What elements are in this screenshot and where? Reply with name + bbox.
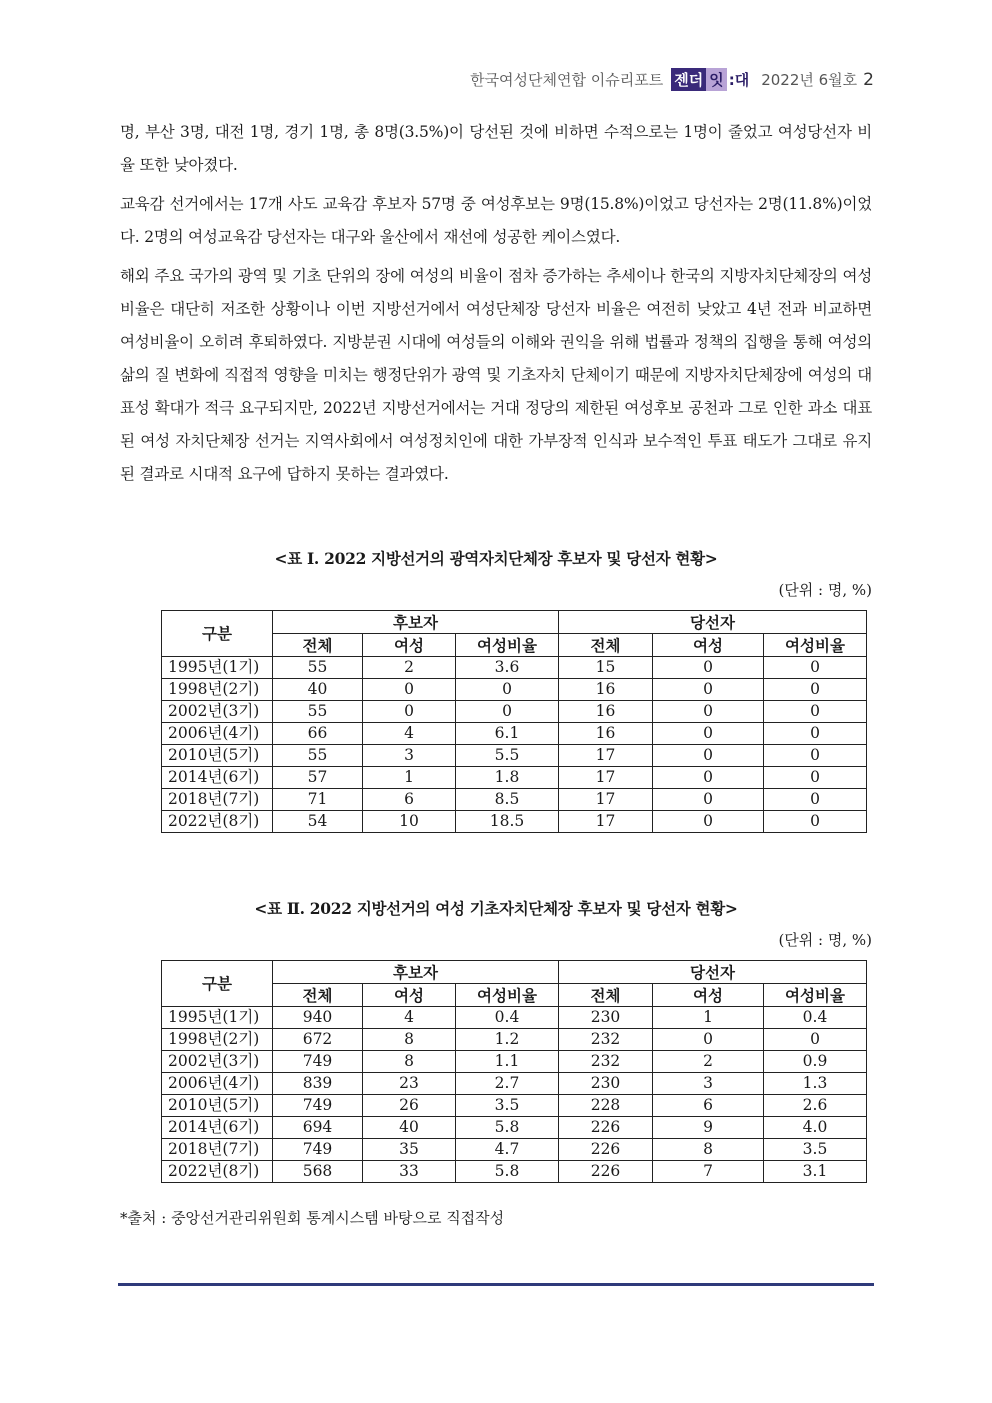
table-cell: 0 [653, 679, 764, 701]
row-year: 2006년(4기) [162, 723, 273, 745]
table-row [162, 1051, 867, 1073]
table-cell: 8 [363, 1051, 456, 1073]
row-year: 1995년(1기) [162, 1007, 273, 1029]
page-number: 2 [863, 69, 874, 90]
table-cell: 0 [653, 701, 764, 723]
table-cell: 1.1 [456, 1051, 559, 1073]
table-row [162, 789, 867, 811]
paragraph-3: 해외 주요 국가의 광역 및 기초 단위의 장에 여성의 비율이 점차 증가하는 추세이나 한국의 지방자치단체장의 여성비율은 대단히 저조한 상황이나 이번 지방선거에서 여성단체장 당선자 비율은 여전히 낮았고 4년 전과 비교하면 여성비율이 오히려 후퇴하였다. 지방분권 시대에 여성들의 이해와 권익을 위해 법률과 정책의 집행을 통해 여성의 삶의 질 변화에 직접적 영향을 미치는 행정단위가 광역 및 기초자치 단체이기 때문에 지방자치단체장에 여성의 대표성 확대가 적극 요구되지만, 2022년 지방선거에서는 거대 정당의 제한된 여성후보 공천과 그로 인한 과소 대표된 여성 자치단체장 선거는 지역사회에서 여성정치인에 대한 가부장적 인식과 보수적인 투표 태도가 그대로 유지된 결과로 시대적 요구에 답하지 못하는 결과였다. [120, 267, 872, 483]
table-cell: 18.5 [456, 811, 559, 833]
table-cell: 3.5 [456, 1095, 559, 1117]
paragraph-1: 명, 부산 3명, 대전 1명, 경기 1명, 총 8명(3.5%)이 당선된 것에 비하면 수적으로는 1명이 줄었고 여성당선자 비율 또한 낮아졌다. [120, 123, 872, 174]
table1-cand-total: 전체 [273, 634, 363, 657]
row-year: 2018년(7기) [162, 789, 273, 811]
row-year: 2002년(3기) [162, 701, 273, 723]
table-cell: 0 [764, 789, 867, 811]
table-row [162, 1139, 867, 1161]
row-year: 1998년(2기) [162, 679, 273, 701]
table-cell: 228 [559, 1095, 653, 1117]
table-cell: 0 [653, 767, 764, 789]
table1 [161, 610, 867, 833]
table-cell: 66 [273, 723, 363, 745]
table-cell: 1.8 [456, 767, 559, 789]
table-cell: 672 [273, 1029, 363, 1051]
table2-cand-total: 전체 [273, 984, 363, 1007]
row-year: 2022년(8기) [162, 1161, 273, 1183]
table-cell: 0 [363, 701, 456, 723]
table-cell: 6.1 [456, 723, 559, 745]
table1-win-total: 전체 [559, 634, 653, 657]
table-cell: 1.3 [764, 1073, 867, 1095]
paragraph-2: 교육감 선거에서는 17개 사도 교육감 후보자 57명 중 여성후보는 9명(15.8%)이었고 당선자는 2명(11.8%)이었다. 2명의 여성교육감 당선자는 대구와 울산에서 재선에 성공한 케이스였다. [120, 195, 872, 246]
table-cell: 2.7 [456, 1073, 559, 1095]
table-cell: 3 [653, 1073, 764, 1095]
table-cell: 3.1 [764, 1161, 867, 1183]
table-cell: 232 [559, 1051, 653, 1073]
table-cell: 55 [273, 745, 363, 767]
table-cell: 17 [559, 811, 653, 833]
table-cell: 0 [653, 657, 764, 679]
table-cell: 0 [764, 701, 867, 723]
row-year: 1995년(1기) [162, 657, 273, 679]
header-org: 한국여성단체연합 이슈리포트 [470, 71, 664, 89]
table-cell: 3.6 [456, 657, 559, 679]
table-cell: 33 [363, 1161, 456, 1183]
table-cell: 8 [363, 1029, 456, 1051]
header-issue: 2022년 6월호 [761, 71, 858, 89]
table-row [162, 657, 867, 679]
table-cell: 226 [559, 1161, 653, 1183]
table-cell: 9 [653, 1117, 764, 1139]
table-cell: 749 [273, 1095, 363, 1117]
table-cell: 3.5 [764, 1139, 867, 1161]
table-cell: 0 [653, 811, 764, 833]
table-row [162, 1029, 867, 1051]
table2-body [162, 1007, 867, 1183]
table1-cand-female: 여성 [363, 634, 456, 657]
table-cell: 35 [363, 1139, 456, 1161]
table-cell: 40 [363, 1117, 456, 1139]
table-cell: 0 [764, 745, 867, 767]
table-cell: 8 [653, 1139, 764, 1161]
table2-win-ratio: 여성비율 [764, 984, 867, 1007]
table2-cand-female: 여성 [363, 984, 456, 1007]
table-cell: 16 [559, 723, 653, 745]
table-row [162, 1117, 867, 1139]
table-cell: 6 [653, 1095, 764, 1117]
table-row [162, 1095, 867, 1117]
table-cell: 4 [363, 723, 456, 745]
table-cell: 17 [559, 745, 653, 767]
table-cell: 226 [559, 1139, 653, 1161]
table1-unit: (단위 : 명, %) [778, 581, 872, 599]
table-cell: 0 [363, 679, 456, 701]
table2-winners-header: 당선자 [559, 961, 867, 984]
table2-unit: (단위 : 명, %) [778, 931, 872, 949]
table-cell: 0 [653, 745, 764, 767]
table-cell: 54 [273, 811, 363, 833]
table-cell: 568 [273, 1161, 363, 1183]
table-cell: 226 [559, 1117, 653, 1139]
table-cell: 15 [559, 657, 653, 679]
table-cell: 71 [273, 789, 363, 811]
brand-part-3: :대 [728, 71, 750, 89]
table-cell: 1 [653, 1007, 764, 1029]
table-row [162, 745, 867, 767]
table2-win-female: 여성 [653, 984, 764, 1007]
table1-title: <표 Ⅰ. 2022 지방선거의 광역자치단체장 후보자 및 당선자 현황> [274, 549, 718, 568]
source-note: *출처 : 중앙선거관리위원회 통계시스템 바탕으로 직접작성 [120, 1209, 505, 1227]
table-cell: 0 [456, 679, 559, 701]
table-cell: 6 [363, 789, 456, 811]
table2-title: <표 Ⅱ. 2022 지방선거의 여성 기초자치단체장 후보자 및 당선자 현황> [254, 899, 738, 918]
row-year: 2014년(6기) [162, 767, 273, 789]
table-cell: 0 [764, 767, 867, 789]
table-cell: 10 [363, 811, 456, 833]
table-cell: 1 [363, 767, 456, 789]
table-cell: 0 [764, 811, 867, 833]
table-row [162, 723, 867, 745]
table-cell: 0 [653, 723, 764, 745]
table-row [162, 679, 867, 701]
table1-winners-header: 당선자 [559, 611, 867, 634]
table-cell: 17 [559, 789, 653, 811]
table-cell: 0 [456, 701, 559, 723]
table-cell: 5.5 [456, 745, 559, 767]
table-cell: 17 [559, 767, 653, 789]
table-row [162, 1007, 867, 1029]
table-cell: 26 [363, 1095, 456, 1117]
table-cell: 1.2 [456, 1029, 559, 1051]
table1-cand-ratio: 여성비율 [456, 634, 559, 657]
table1-win-female: 여성 [653, 634, 764, 657]
table-cell: 0 [764, 679, 867, 701]
table-cell: 2.6 [764, 1095, 867, 1117]
table-row [162, 701, 867, 723]
footer-rule [118, 1283, 874, 1286]
table-cell: 839 [273, 1073, 363, 1095]
table2-col-group: 구분 [162, 961, 273, 1007]
table-cell: 2 [653, 1051, 764, 1073]
row-year: 2006년(4기) [162, 1073, 273, 1095]
table-cell: 55 [273, 657, 363, 679]
table-cell: 4 [363, 1007, 456, 1029]
table-cell: 40 [273, 679, 363, 701]
table1-win-ratio: 여성비율 [764, 634, 867, 657]
table-cell: 749 [273, 1051, 363, 1073]
table-cell: 0.9 [764, 1051, 867, 1073]
brand-part-1: 젠더 [671, 68, 706, 91]
table2-win-total: 전체 [559, 984, 653, 1007]
table-cell: 57 [273, 767, 363, 789]
table-cell: 8.5 [456, 789, 559, 811]
table-cell: 16 [559, 701, 653, 723]
table-cell: 16 [559, 679, 653, 701]
table2-candidates-header: 후보자 [273, 961, 559, 984]
row-year: 2010년(5기) [162, 745, 273, 767]
table-cell: 0 [653, 1029, 764, 1051]
table-cell: 7 [653, 1161, 764, 1183]
row-year: 2018년(7기) [162, 1139, 273, 1161]
table-cell: 5.8 [456, 1161, 559, 1183]
row-year: 2014년(6기) [162, 1117, 273, 1139]
table1-candidates-header: 후보자 [273, 611, 559, 634]
table-cell: 230 [559, 1073, 653, 1095]
table1-col-group: 구분 [162, 611, 273, 657]
table-cell: 232 [559, 1029, 653, 1051]
brand-logo [671, 68, 751, 91]
table-cell: 3 [363, 745, 456, 767]
table-row [162, 811, 867, 833]
brand-part-2: 잇 [706, 68, 727, 91]
main-content [120, 116, 872, 1228]
table-cell: 55 [273, 701, 363, 723]
table-row [162, 1161, 867, 1183]
table-cell: 0.4 [764, 1007, 867, 1029]
page-header [470, 68, 874, 91]
row-year: 2022년(8기) [162, 811, 273, 833]
table-cell: 0 [764, 723, 867, 745]
table-cell: 230 [559, 1007, 653, 1029]
table-cell: 4.0 [764, 1117, 867, 1139]
table-cell: 23 [363, 1073, 456, 1095]
table-cell: 940 [273, 1007, 363, 1029]
row-year: 1998년(2기) [162, 1029, 273, 1051]
table-cell: 749 [273, 1139, 363, 1161]
table1-body [162, 657, 867, 833]
table2 [161, 960, 867, 1183]
table-row [162, 767, 867, 789]
table-cell: 0.4 [456, 1007, 559, 1029]
table-cell: 0 [764, 657, 867, 679]
table-cell: 2 [363, 657, 456, 679]
table-cell: 5.8 [456, 1117, 559, 1139]
table-cell: 0 [653, 789, 764, 811]
table-cell: 694 [273, 1117, 363, 1139]
table-cell: 0 [764, 1029, 867, 1051]
row-year: 2002년(3기) [162, 1051, 273, 1073]
row-year: 2010년(5기) [162, 1095, 273, 1117]
table2-cand-ratio: 여성비율 [456, 984, 559, 1007]
table-row [162, 1073, 867, 1095]
table-cell: 4.7 [456, 1139, 559, 1161]
